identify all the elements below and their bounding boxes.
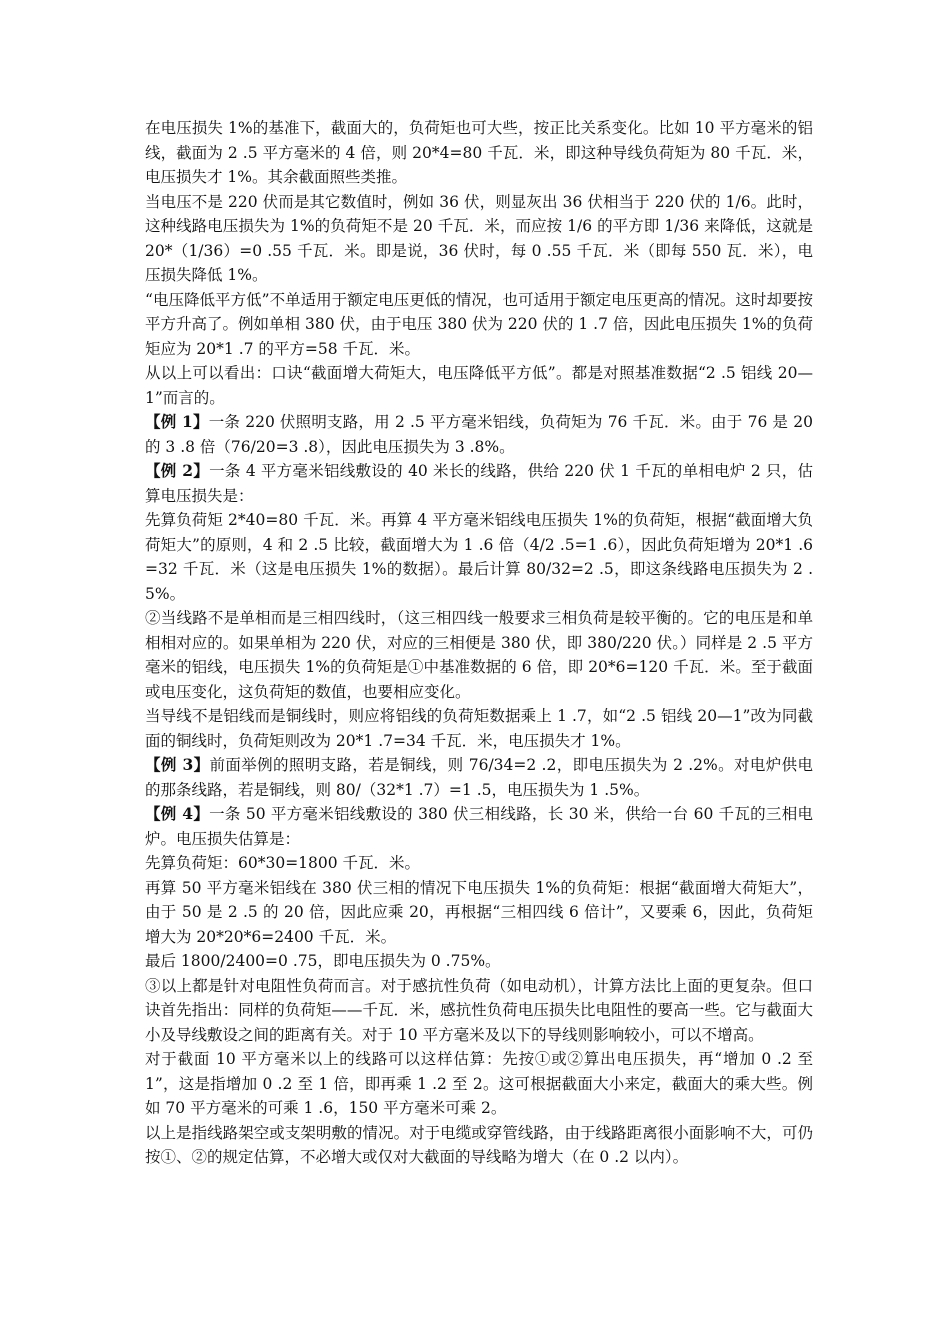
paragraph: [145, 876, 813, 950]
paragraph-text: 一条 4 平方毫米铝线敷设的 40 米长的线路，供给 220 伏 1 千瓦的单相电炉 2 只，估算电压损失是：: [145, 462, 813, 505]
example-label: 【例 1】: [145, 412, 209, 431]
example-label: 【例 2】: [145, 461, 210, 480]
paragraph: [145, 949, 813, 974]
paragraph-text: 先算负荷矩：60*30=1800 千瓦．米。: [145, 854, 421, 872]
paragraph-text: 以上是指线路架空或支架明敷的情况。对于电缆或穿管线路，由于线路距离很小面影响不大，可仍按①、②的规定估算，不必增大或仅对大截面的导线略为增大（在 0 .2 以内）。: [145, 1123, 813, 1166]
paragraph: [145, 974, 813, 1048]
paragraph-text: 一条 50 平方毫米铝线敷设的 380 伏三相线路，长 30 米，供给一台 60 千瓦的三相电炉。电压损失估算是：: [145, 805, 813, 848]
paragraph: [145, 361, 813, 410]
paragraph: [145, 851, 813, 876]
example-label: 【例 3】: [145, 755, 210, 774]
example-paragraph: [145, 459, 813, 508]
paragraph: [145, 1047, 813, 1121]
paragraph-text: 一条 220 伏照明支路，用 2 .5 平方毫米铝线，负荷矩为 76 千瓦．米。由于 76 是 20 的 3 .8 倍（76/20=3 .8），因此电压损失为 3 .8%。: [145, 413, 813, 456]
document-body: [145, 116, 813, 1170]
example-paragraph: [145, 410, 813, 459]
paragraph-text: 再算 50 平方毫米铝线在 380 伏三相的情况下电压损失 1%的负荷矩：根据“截面增大荷矩大”，由于 50 是 2 .5 的 20 倍，因此应乘 20，再根据“三相四线 6 倍计”，又要乘 6，因此，负荷矩增大为 20*20*6=2400 千瓦．米。: [145, 878, 813, 946]
paragraph: [145, 116, 813, 190]
paragraph-text: 从以上可以看出：口诀“截面增大荷矩大，电压降低平方低”。都是对照基准数据“2 .5 铝线 20—1”而言的。: [145, 364, 813, 407]
example-label: 【例 4】: [145, 804, 210, 823]
paragraph-text: 当电压不是 220 伏而是其它数值时，例如 36 伏，则显灰出 36 伏相当于 220 伏的 1/6。此时，这种线路电压损失为 1%的负荷矩不是 20 千瓦．米，而应按 1/6 的平方即 1/36 来降低，这就是 20*（1/36）=0 .55 千瓦．米。即是说，36 伏时，每 0 .55 千瓦．米（即每 550 瓦．米），电压损失降低 1%。: [145, 192, 813, 284]
example-paragraph: [145, 753, 813, 802]
paragraph-text: 对于截面 10 平方毫米以上的线路可以这样估算：先按①或②算出电压损失，再“增加 0 .2 至 1”，这是指增加 0 .2 至 1 倍，即再乘 1 .2 至 2。这可根据截面大小来定，截面大的乘大些。例如 70 平方毫米的可乘 1 .6，150 平方毫米可乘 2。: [145, 1050, 813, 1117]
paragraph-text: ③以上都是针对电阻性负荷而言。对于感抗性负荷（如电动机），计算方法比上面的更复杂。但口诀首先指出：同样的负荷矩——千瓦．米，感抗性负荷电压损失比电阻性的要高一些。它与截面大小及导线敷设之间的距离有关。对于 10 平方毫米及以下的导线则影响较小，可以不增高。: [145, 976, 813, 1044]
paragraph-text: 最后 1800/2400=0 .75，即电压损失为 0 .75%。: [145, 952, 501, 970]
paragraph: [145, 288, 813, 362]
paragraph-text: “电压降低平方低”不单适用于额定电压更低的情况，也可适用于额定电压更高的情况。这时却要按平方升高了。例如单相 380 伏，由于电压 380 伏为 220 伏的 1 .7 倍，因此电压损失 1%的负荷矩应为 20*1 .7 的平方=58 千瓦．米。: [145, 290, 813, 358]
example-paragraph: [145, 802, 813, 851]
paragraph: [145, 606, 813, 704]
paragraph-text: 前面举例的照明支路，若是铜线，则 76/34=2 .2，即电压损失为 2 .2%。对电炉供电的那条线路，若是铜线，则 80/（32*1 .7）=1 .5，电压损失为 1 .5%。: [145, 756, 813, 799]
paragraph-text: 先算负荷矩 2*40=80 千瓦．米。再算 4 平方毫米铝线电压损失 1%的负荷矩，根据“截面增大负荷矩大”的原则，4 和 2 .5 比较，截面增大为 1 .6 倍（4/2 .5=1 .6），因此负荷矩增为 20*1 .6=32 千瓦．米（这是电压损失 1%的数据）。最后计算 80/32=2 .5，即这条线路电压损失为 2 .5%。: [145, 511, 813, 603]
paragraph-text: ②当线路不是单相而是三相四线时，（这三相四线一般要求三相负荷是较平衡的。它的电压是和单相相对应的。如果单相为 220 伏，对应的三相便是 380 伏，即 380/220 伏。）同样是 2 .5 平方毫米的铝线，电压损失 1%的负荷矩是①中基准数据的 6 倍，即 20*6=120 千瓦．米。至于截面或电压变化，这负荷矩的数值，也要相应变化。: [145, 609, 813, 701]
paragraph: [145, 704, 813, 753]
paragraph: [145, 1121, 813, 1170]
paragraph: [145, 190, 813, 288]
paragraph-text: 在电压损失 1%的基准下，截面大的，负荷矩也可大些，按正比关系变化。比如 10 平方毫米的铝线，截面为 2 .5 平方毫米的 4 倍，则 20*4=80 千瓦．米，即这种导线负荷矩为 80 千瓦．米，电压损失才 1%。其余截面照些类推。: [145, 119, 813, 186]
paragraph-text: 当导线不是铝线而是铜线时，则应将铝线的负荷矩数据乘上 1 .7，如“2 .5 铝线 20—1”改为同截面的铜线时，负荷矩则改为 20*1 .7=34 千瓦．米，电压损失才 1%。: [145, 707, 813, 750]
paragraph: [145, 508, 813, 606]
